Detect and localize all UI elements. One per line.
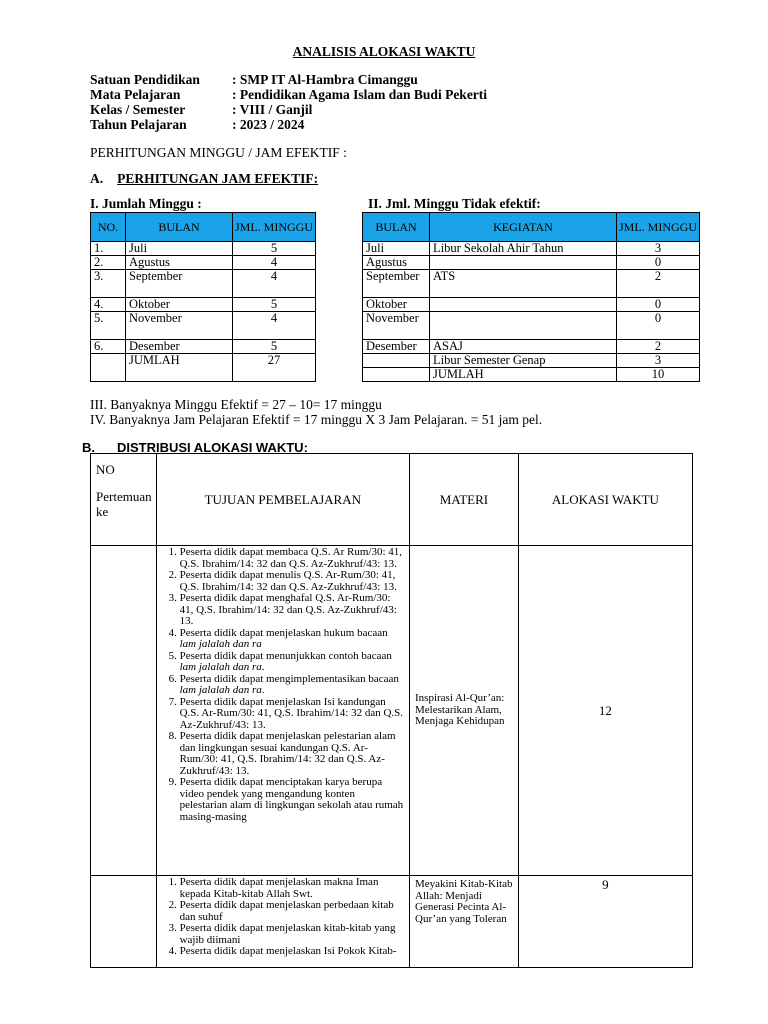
info-key: Tahun Pelajaran [90,117,187,132]
total-label: JUMLAH [430,368,617,382]
col-header-bulan: BULAN [126,213,233,242]
table-row [363,312,700,340]
cell-no: 4. [91,298,126,312]
info-row [90,72,487,87]
cell-bulan: Desember [363,340,430,354]
cell-no [91,546,157,876]
cell-jml: 0 [617,256,700,270]
cell-bulan: Oktober [126,298,233,312]
tujuan-item: 7. Peserta didik dapat menjelaskan Isi kandungan Q.S. Ar-Rum/30: 41, Q.S. Ibrahim/14: 32 dan Q.S. Az-Zukhruf/43: 13. [180,697,404,732]
info-key: Satuan Pendidikan [90,72,200,87]
header-no-pertemuan [91,454,157,546]
cell-bulan: September [363,270,430,298]
cell-kegiatan: ATS [430,270,617,298]
document-title: ANALISIS ALOKASI WAKTU [292,44,476,59]
section-letter: B. [82,440,95,455]
cell-jml: 4 [233,312,316,340]
tujuan-italic: lam jalalah dan ra [179,638,262,650]
col-header-jml: JML. MINGGU [233,213,316,242]
table-row [363,340,700,354]
cell-no: 3. [91,270,126,298]
header-tujuan: TUJUAN PEMBELAJARAN [156,454,409,546]
table-total-row [363,368,700,382]
materi-text: Inspirasi Al-Qur’an: Melestarikan Alam, Menjaga Kehidupan [415,692,505,728]
cell-materi [410,876,519,968]
cell-bulan: Desember [126,340,233,354]
table-row [91,242,316,256]
cell-no: 5. [91,312,126,340]
cell-kegiatan: Libur Semester Genap [430,354,617,368]
col-header-bulan: BULAN [363,213,430,242]
info-key: Kelas / Semester [90,102,186,117]
cell-tujuan [156,546,409,876]
cell-no: 6. [91,340,126,354]
cell-jml: 3 [617,242,700,256]
tujuan-item: 3. Peserta didik dapat menjelaskan kitab-kitab yang wajib diimani [180,923,404,946]
section-a-heading [90,171,318,187]
cell-no [91,876,157,968]
total-label: JUMLAH [126,354,233,382]
cell-jml: 0 [617,298,700,312]
minggu-tidak-efektif-table [362,212,700,382]
jumlah-minggu-label: I. Jumlah Minggu : [90,196,202,211]
cell-bulan: Juli [126,242,233,256]
info-value: : Pendidikan Agama Islam dan Budi Pekerti [232,87,488,102]
cell-bulan [363,354,430,368]
info-value: : 2023 / 2024 [232,117,305,132]
cell-alokasi: 9 [518,876,692,968]
cell-jml: 0 [617,312,700,340]
info-row [90,87,487,102]
cell-jml: 5 [233,298,316,312]
table-row [91,298,316,312]
cell-tujuan [156,876,409,968]
tujuan-italic: lam jalalah dan ra [179,661,262,673]
info-key: Mata Pelajaran [90,87,181,102]
table-row [363,354,700,368]
jam-efektif-line: IV. Banyaknya Jam Pelajaran Efektif = 17 minggu X 3 Jam Pelajaran. = 51 jam pel. [90,412,543,427]
header-alokasi: ALOKASI WAKTU [518,454,692,546]
header-no: NO [96,462,115,477]
cell-bulan: September [126,270,233,298]
jumlah-minggu-table [90,212,316,382]
table-row [363,298,700,312]
tujuan-item: 1. Peserta didik dapat membaca Q.S. Ar Rum/30: 41, Q.S. Ibrahim/14: 32 dan Q.S. Az-Zukhruf/43: 13. [180,547,404,570]
cell-jml: 2 [617,340,700,354]
identity-block [90,72,487,132]
cell-bulan: November [126,312,233,340]
col-header-jml: JML. MINGGU [617,213,700,242]
total-value: 27 [233,354,316,382]
cell-no: 2. [91,256,126,270]
cell-jml: 5 [233,340,316,354]
table-row [91,256,316,270]
table-row [363,270,700,298]
cell-bulan: Juli [363,242,430,256]
section-title: DISTRIBUSI ALOKASI WAKTU: [117,440,308,455]
tujuan-tail: . [261,684,265,696]
cell-kegiatan [430,298,617,312]
section-title: PERHITUNGAN JAM EFEKTIF: [117,171,319,186]
tujuan-item: 8. Peserta didik dapat menjelaskan pelestarian alam dan lingkungan sesuai kandungan Q.S. Ar-Rum/30: 41, Q.S. Ibrahim/14: 32 dan Q.S. Az-Zukhruf/43: 13. [180,731,404,777]
cell-jml: 5 [233,242,316,256]
tujuan-item [180,651,404,674]
tujuan-tail: . [261,661,265,673]
cell-jml: 3 [617,354,700,368]
info-row [90,117,487,132]
table-row [91,546,693,876]
cell-kegiatan [430,312,617,340]
table-header-row [91,454,693,546]
total-value: 10 [617,368,700,382]
cell-kegiatan: Libur Sekolah Ahir Tahun [430,242,617,256]
minggu-tidak-efektif-label: II. Jml. Minggu Tidak efektif: [368,196,541,211]
col-header-no: NO. [91,213,126,242]
tujuan-item [180,628,404,651]
table-row [91,876,693,968]
info-value: : SMP IT Al-Hambra Cimanggu [232,72,418,87]
cell-bulan: November [363,312,430,340]
cell-alokasi: 12 [518,546,692,876]
distribusi-table [90,453,693,968]
info-row [90,102,487,117]
perhitungan-heading: PERHITUNGAN MINGGU / JAM EFEKTIF : [90,145,347,160]
cell-materi [410,546,519,876]
cell-kegiatan [430,256,617,270]
table-row [91,340,316,354]
tujuan-italic: lam jalalah dan ra [179,684,262,696]
tujuan-item [180,674,404,697]
tujuan-item: 3. Peserta didik dapat menghafal Q.S. Ar-Rum/30: 41, Q.S. Ibrahim/14: 32 dan Q.S. Az-Zukhruf/43: 13. [180,593,404,628]
minggu-efektif-line: III. Banyaknya Minggu Efektif = 27 – 10= 17 minggu [90,397,382,412]
table-row [91,312,316,340]
cell-bulan: Agustus [126,256,233,270]
materi-text: Meyakini Kitab-Kitab Allah: Menjadi Generasi Pecinta Al-Qur’an yang Toleran [415,878,513,925]
tujuan-text: Peserta didik dapat menunjukkan contoh bacaan [179,649,392,662]
tujuan-item: 4. Peserta didik dapat menjelaskan Isi Pokok Kitab- [180,946,404,958]
cell-kegiatan: ASAJ [430,340,617,354]
header-pertemuan: Pertemuan ke [96,489,152,519]
section-letter: A. [90,171,104,186]
tujuan-text: Peserta didik dapat mengimplementasikan bacaan [179,672,399,685]
tujuan-text: Peserta didik dapat menjelaskan hukum bacaan [179,626,388,639]
header-materi: MATERI [410,454,519,546]
cell-jml: 2 [617,270,700,298]
cell-no: 1. [91,242,126,256]
cell-jml: 4 [233,256,316,270]
col-header-kegiatan: KEGIATAN [430,213,617,242]
tujuan-item: 2. Peserta didik dapat menjelaskan perbedaan kitab dan suhuf [180,900,404,923]
tujuan-item: 2. Peserta didik dapat menulis Q.S. Ar-Rum/30: 41, Q.S. Ibrahim/14: 32 dan Q.S. Az-Zukhruf/43: 13. [180,570,404,593]
tujuan-item: 1. Peserta didik dapat menjelaskan makna Iman kepada Kitab-kitab Allah Swt. [180,877,404,900]
cell-bulan: Agustus [363,256,430,270]
table-row [91,270,316,298]
info-value: : VIII / Ganjil [232,102,313,117]
table-row [363,256,700,270]
cell-jml: 4 [233,270,316,298]
table-total-row [91,354,316,382]
cell-bulan: Oktober [363,298,430,312]
table-row [363,242,700,256]
tujuan-item: 9. Peserta didik dapat menciptakan karya berupa video pendek yang mengandung konten pelestarian alam di lingkungan sekolah atau rumah masing-masing [180,777,404,823]
